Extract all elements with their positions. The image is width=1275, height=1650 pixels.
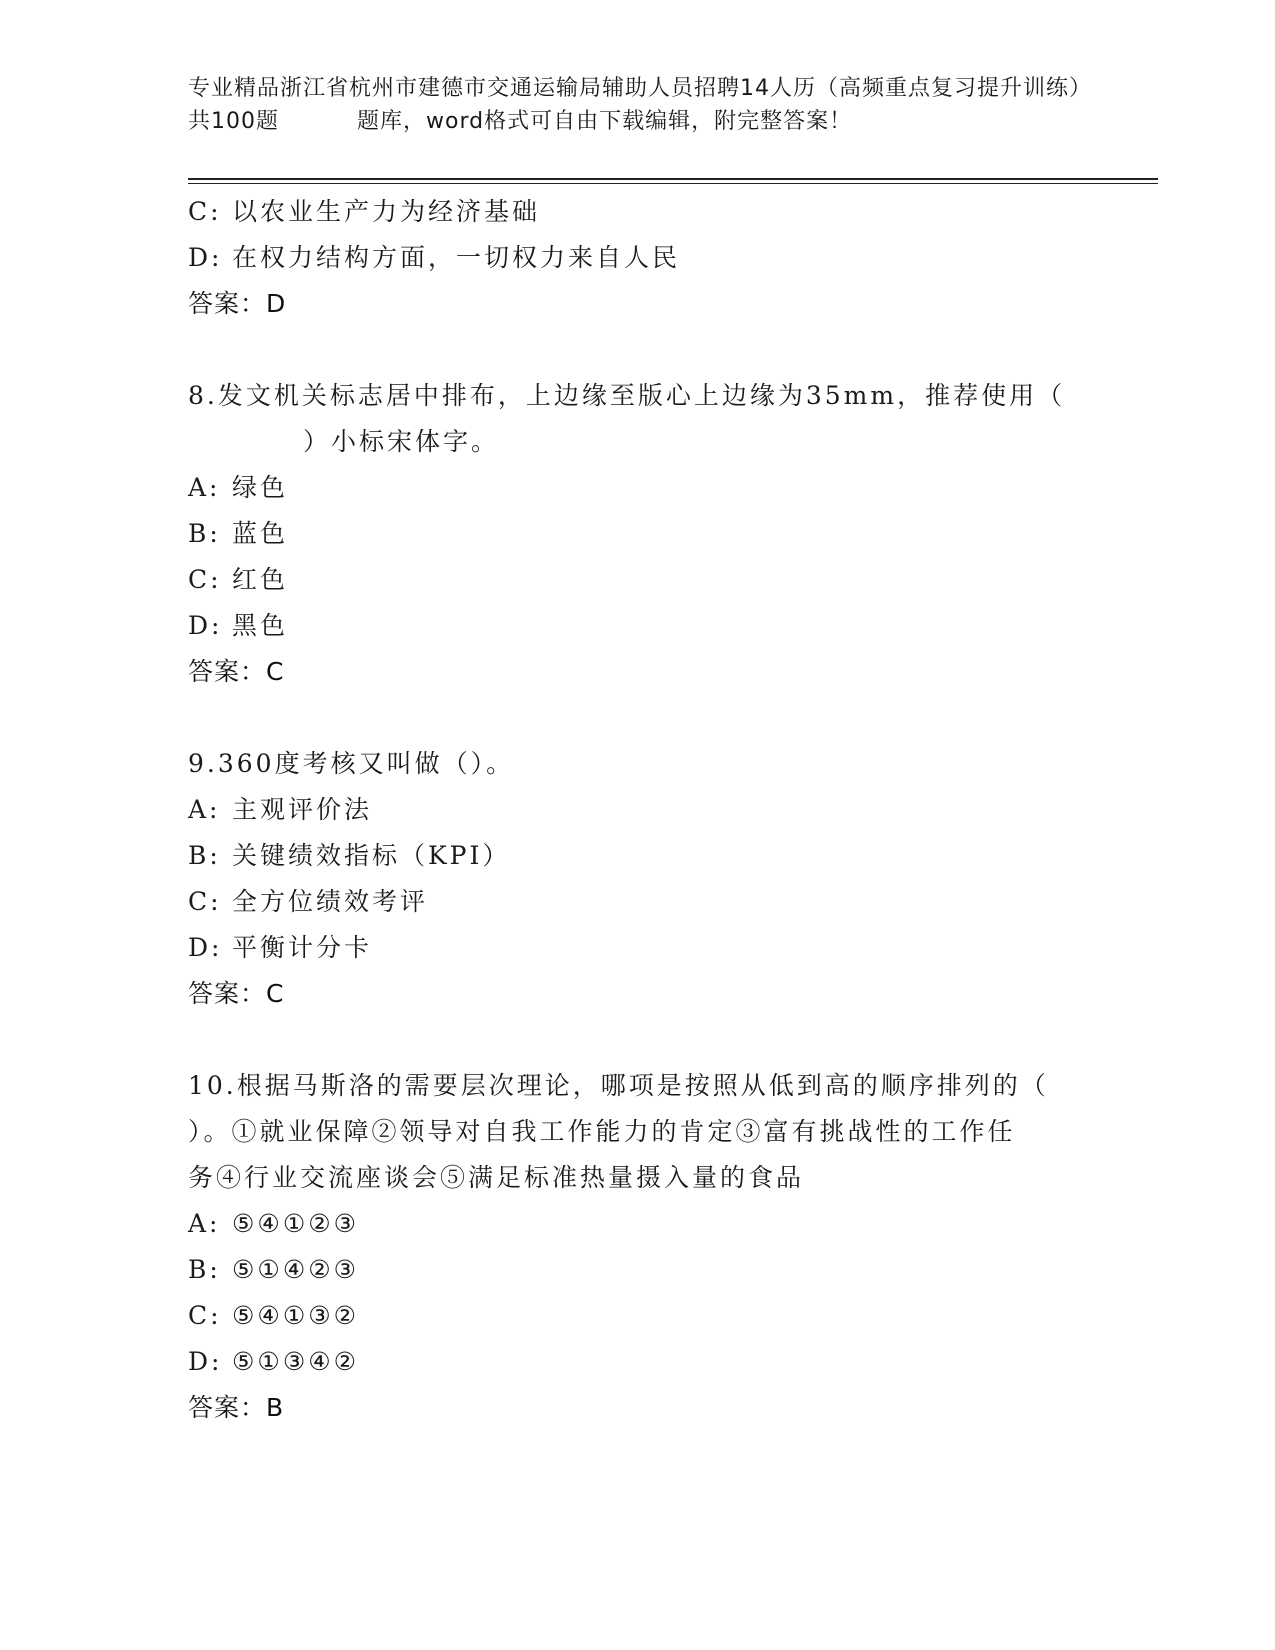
option-text: 在权力结构方面，一切权力来自人民 [232, 243, 681, 272]
option-line [188, 189, 1088, 235]
option-key: D: [188, 611, 223, 640]
option-key: B: [188, 841, 221, 870]
option-key: C: [188, 887, 222, 916]
spacer [188, 695, 1088, 741]
option-text: 红色 [232, 565, 289, 594]
option-key: D: [188, 1347, 223, 1376]
question-stem-cont: ）小标宋体字。 [303, 427, 500, 456]
option-text: ⑤①④②③ [232, 1255, 360, 1284]
option-text: ⑤④①②③ [232, 1209, 360, 1238]
option-key: C: [188, 197, 222, 226]
option-line [188, 511, 1088, 557]
answer-line: 答案：D [188, 289, 287, 318]
header-title-part2: 题库，word格式可自由下载编辑，附完整答案！ [357, 109, 853, 134]
question-stem-cont: 务④行业交流座谈会⑤满足标准热量摄入量的食品 [188, 1163, 805, 1192]
option-key: D: [188, 933, 223, 962]
option-text: 黑色 [232, 611, 289, 640]
option-line [188, 603, 1088, 649]
option-text: ⑤①③④② [232, 1347, 360, 1376]
option-line [188, 1339, 1088, 1385]
option-line [188, 925, 1088, 971]
option-text: ⑤④①③② [232, 1301, 360, 1330]
option-key: A: [188, 1209, 221, 1238]
option-text: 平衡计分卡 [232, 933, 373, 962]
question-stem: 8.发文机关标志居中排布，上边缘至版心上边缘为35mm，推荐使用（ [188, 381, 1066, 410]
header-rule-thick [188, 178, 1158, 180]
option-key: D: [188, 243, 223, 272]
answer-line: 答案：C [188, 657, 285, 686]
option-text: 全方位绩效考评 [232, 887, 429, 916]
option-text: 蓝色 [232, 519, 289, 548]
option-line [188, 833, 1088, 879]
option-key: B: [188, 519, 221, 548]
option-text: 绿色 [232, 473, 289, 502]
question-body [188, 189, 1088, 1431]
header-rule-thin [188, 183, 1158, 184]
option-line [188, 1247, 1088, 1293]
option-line [188, 787, 1088, 833]
option-key: A: [188, 795, 221, 824]
option-key: C: [188, 1301, 222, 1330]
answer-line: 答案：B [188, 1393, 285, 1422]
spacer [188, 327, 1088, 373]
option-text: 以农业生产力为经济基础 [232, 197, 541, 226]
option-line [188, 1293, 1088, 1339]
question-stem: 10.根据马斯洛的需要层次理论，哪项是按照从低到高的顺序排列的（ [188, 1071, 1049, 1100]
option-line [188, 557, 1088, 603]
option-key: A: [188, 473, 221, 502]
option-key: C: [188, 565, 222, 594]
header-title-part1: 专业精品浙江省杭州市建德市交通运输局辅助人员招聘14人历（高频重点复习提升训练）共100题 [188, 76, 1081, 134]
option-key: B: [188, 1255, 221, 1284]
question-stem-cont: ）。①就业保障②领导对自我工作能力的肯定③富有挑战性的工作任 [188, 1117, 1016, 1146]
option-line [188, 879, 1088, 925]
option-line [188, 235, 1088, 281]
option-line [188, 1201, 1088, 1247]
option-line [188, 465, 1088, 511]
document-header [188, 72, 1088, 138]
question-stem: 9.360度考核又叫做（）。 [188, 749, 515, 778]
option-text: 关键绩效指标（KPI） [232, 841, 511, 870]
spacer [188, 1017, 1088, 1063]
answer-line: 答案：C [188, 979, 285, 1008]
option-text: 主观评价法 [232, 795, 373, 824]
